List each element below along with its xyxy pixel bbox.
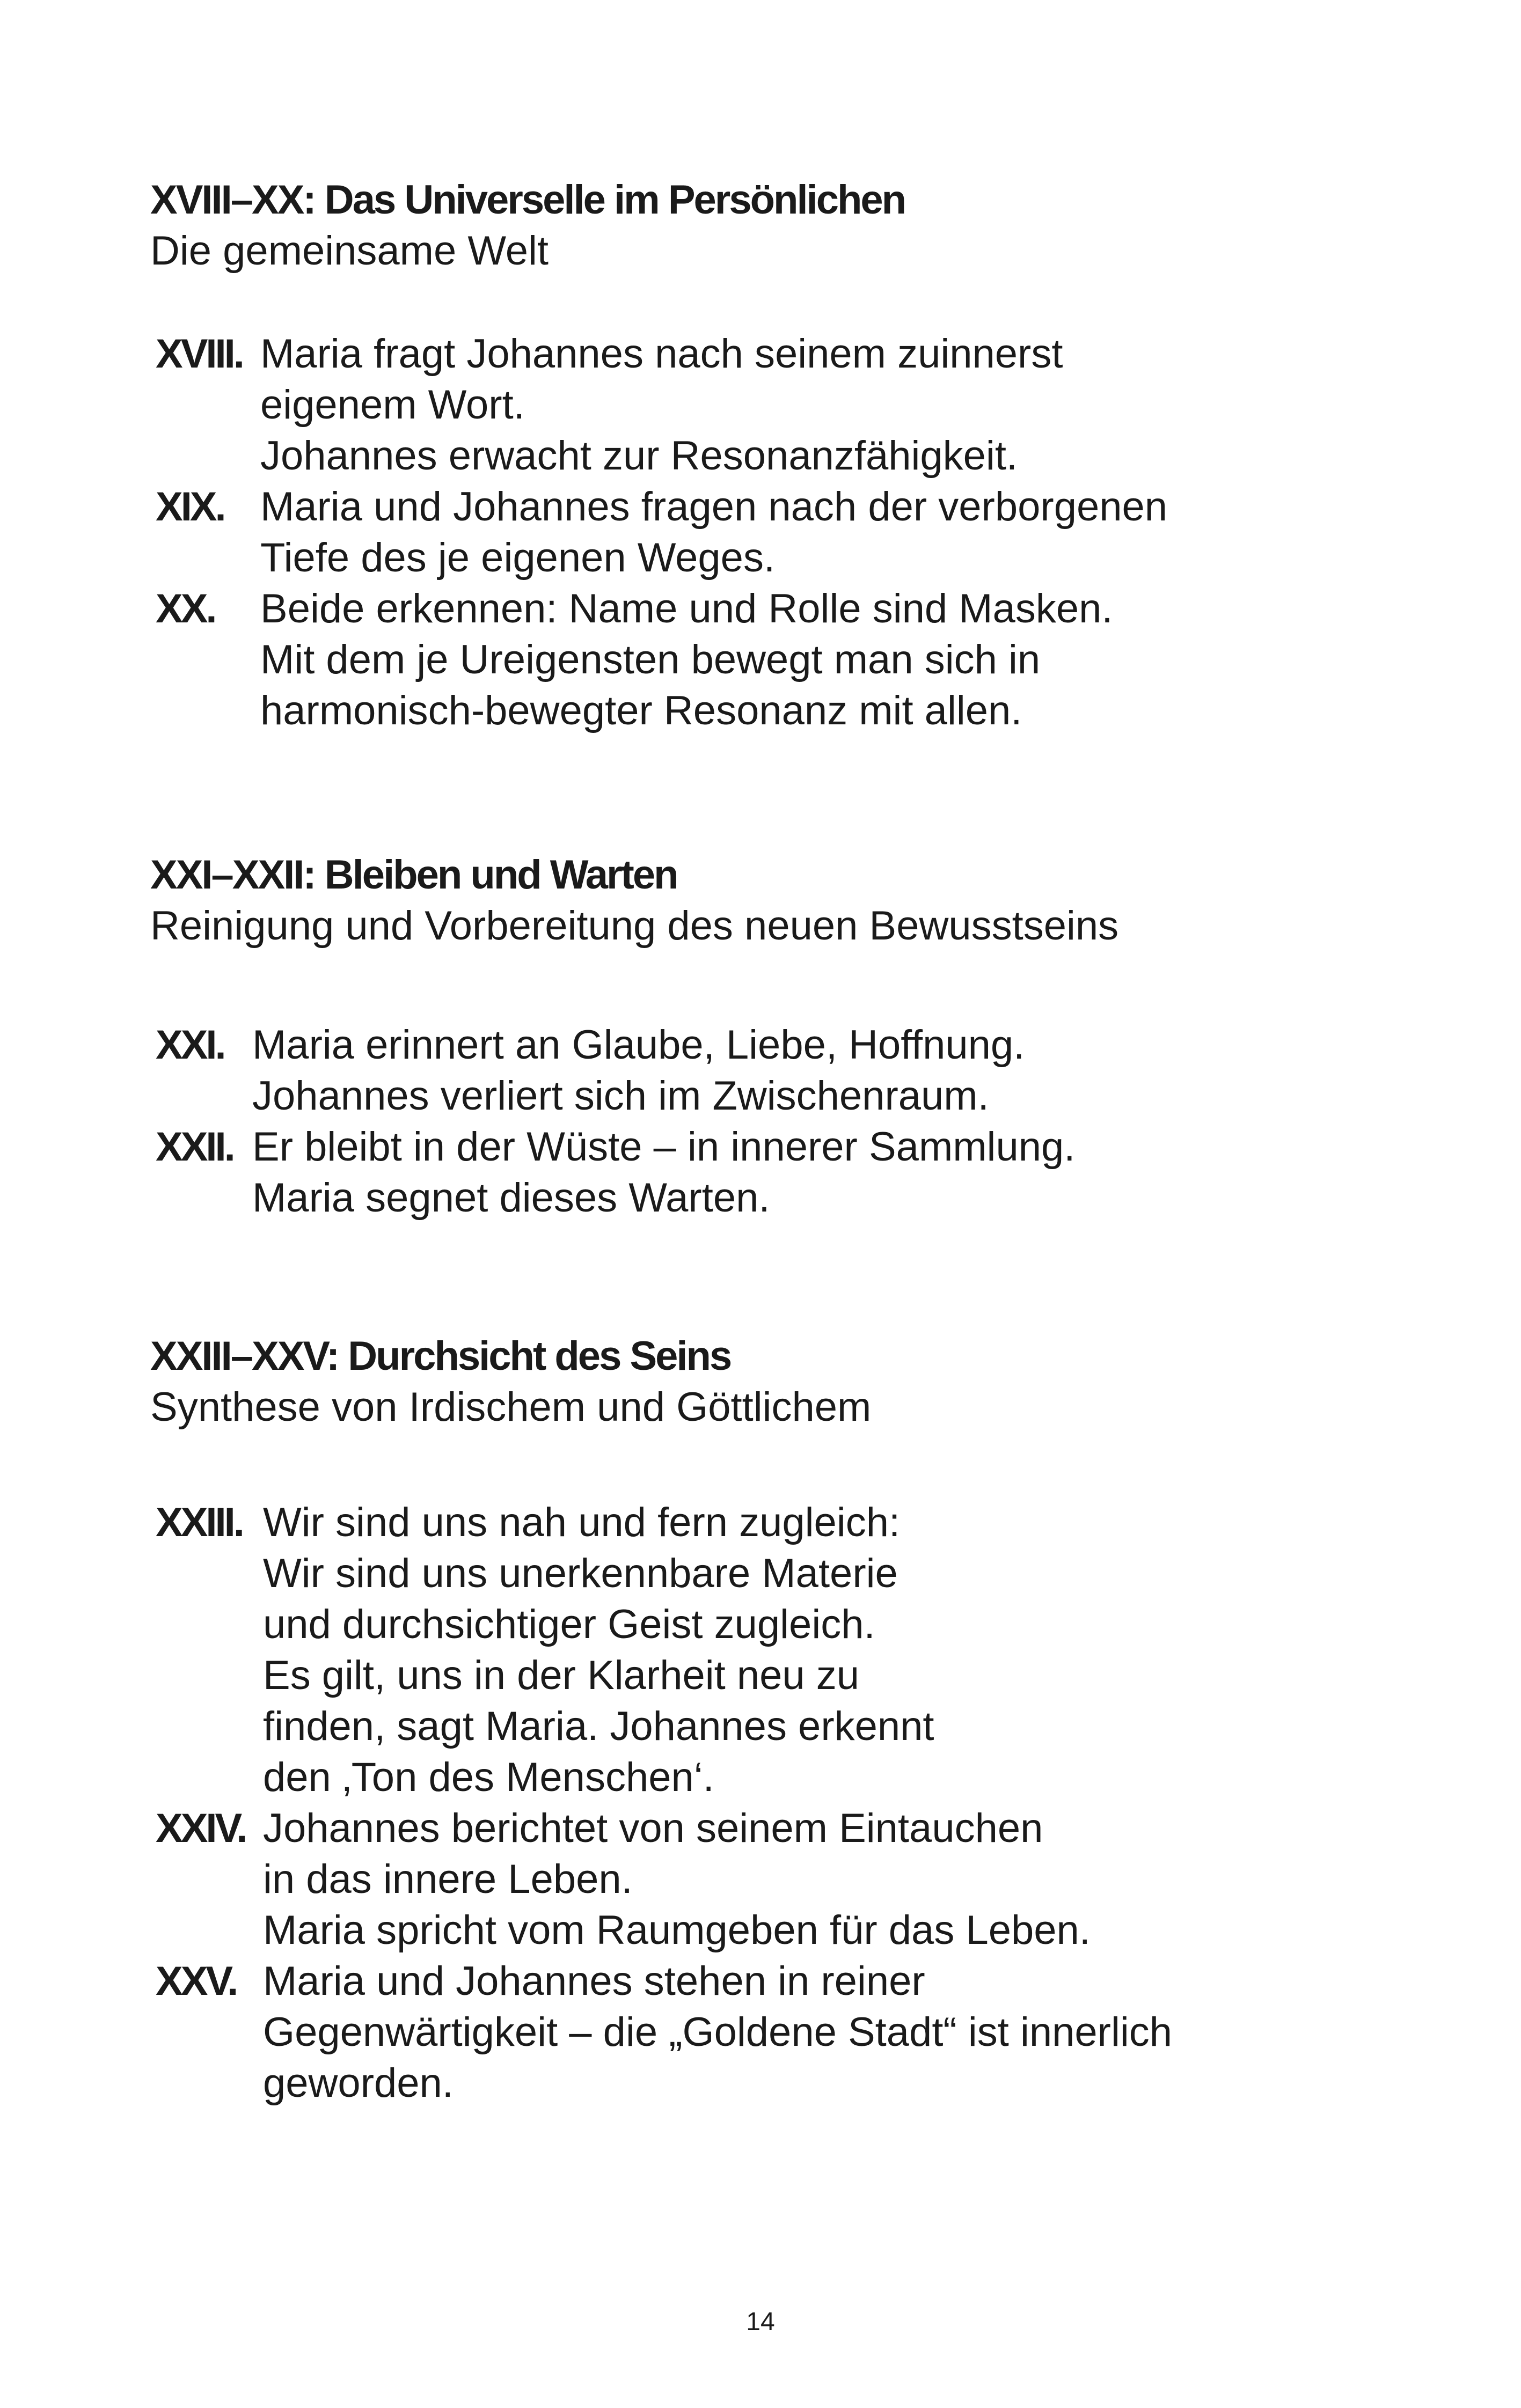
entry-line: Wir sind uns nah und fern zugleich: [263,1500,901,1545]
section-title: XVIII–XX: Das Universelle im Persönlichen [150,177,905,223]
entry-xxiii [156,1497,1390,1803]
entry-xix [156,481,1390,583]
entry-line: Johannes berichtet von seinem Eintauchen [263,1805,1043,1851]
section-title: XXI–XXII: Bleiben und Warten [150,852,677,898]
entry-numeral: XXV. [156,1958,237,2004]
section-2-heading [150,849,1385,951]
section-2-entries [156,1019,1390,1223]
entry-line: in das innere Leben. [263,1856,633,1902]
entry-numeral: XIX. [156,484,224,530]
entry-numeral: XXIV. [156,1805,246,1851]
entry-xxi [156,1019,1390,1121]
section-subtitle: Die gemeinsame Welt [150,228,549,274]
entry-line: Maria segnet dieses Warten. [252,1175,770,1221]
entry-line: Maria fragt Johannes nach seinem zuinnerst [260,331,1063,377]
entry-line: Johannes verliert sich im Zwischenraum. [252,1073,989,1119]
entry-line: geworden. [263,2060,454,2106]
entry-line: finden, sagt Maria. Johannes erkennt [263,1704,934,1749]
entry-line: Wir sind uns unerkennbare Materie [263,1551,898,1596]
section-subtitle: Synthese von Irdischem und Göttlichem [150,1384,872,1430]
entry-line: eigenem Wort. [260,382,525,428]
entry-numeral: XXIII. [156,1500,243,1545]
entry-line: Maria und Johannes fragen nach der verborgenen [260,484,1168,530]
entry-line: Mit dem je Ureigensten bewegt man sich in [260,637,1041,682]
entry-xxii [156,1121,1390,1223]
entry-xviii [156,328,1390,481]
page-number: 14 [746,2308,775,2336]
entry-line: und durchsichtiger Geist zugleich. [263,1602,875,1647]
entry-numeral: XX. [156,586,215,632]
entry-xxiv [156,1803,1390,1956]
entry-numeral: XXII. [156,1124,233,1170]
section-1-entries [156,328,1390,736]
section-1-heading [150,174,1385,276]
entry-xx [156,583,1390,736]
entry-numeral: XXI. [156,1022,224,1068]
entry-line: Maria erinnert an Glaube, Liebe, Hoffnung. [252,1022,1025,1068]
entry-numeral: XVIII. [156,331,243,377]
section-3-entries [156,1497,1390,2109]
entry-xxv [156,1956,1390,2109]
entry-line: Er bleibt in der Wüste – in innerer Sammlung. [252,1124,1076,1170]
entry-line: den ‚Ton des Menschen‘. [263,1754,714,1800]
section-title: XXIII–XXV: Durchsicht des Seins [150,1333,731,1379]
entry-line: harmonisch-bewegter Resonanz mit allen. [260,688,1022,733]
section-3-heading [150,1331,1385,1433]
entry-line: Tiefe des je eigenen Weges. [260,535,776,581]
entry-line: Maria spricht vom Raumgeben für das Leben. [263,1907,1091,1953]
entry-line: Es gilt, uns in der Klarheit neu zu [263,1653,860,1698]
entry-line: Johannes erwacht zur Resonanzfähigkeit. [260,433,1018,479]
entry-line: Gegenwärtigkeit – die „Goldene Stadt“ ist innerlich [263,2009,1173,2055]
section-subtitle: Reinigung und Vorbereitung des neuen Bewusstseins [150,903,1119,949]
entry-line: Maria und Johannes stehen in reiner [263,1958,925,2004]
entry-line: Beide erkennen: Name und Rolle sind Masken. [260,586,1113,632]
